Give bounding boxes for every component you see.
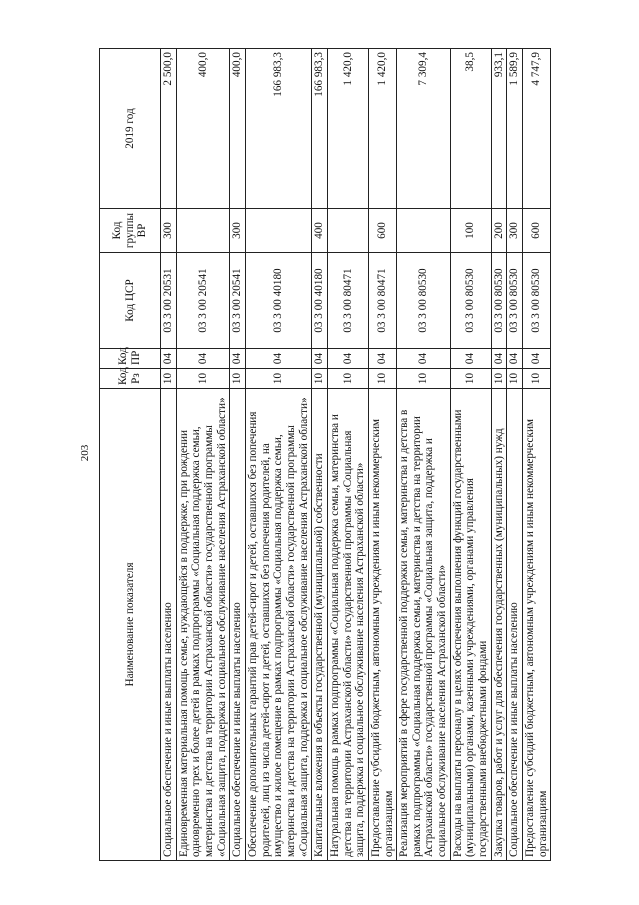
row-rz-cell: 10	[161, 369, 177, 389]
row-csr-cell: 03 3 00 80530	[507, 253, 523, 349]
row-vr-cell: 600	[523, 209, 551, 253]
row-rz-cell: 10	[327, 369, 368, 389]
row-csr-cell: 03 3 00 20541	[230, 253, 246, 349]
header-pr: Код ПР	[100, 349, 161, 369]
row-value-cell: 166 983,3	[245, 49, 311, 209]
row-rz-cell: 10	[245, 369, 311, 389]
row-name-cell: Социальное обеспечение и иные выплаты населению	[230, 389, 246, 861]
row-csr-cell: 03 3 00 80530	[523, 253, 551, 349]
row-vr-cell: 200	[491, 209, 507, 253]
row-value-cell: 1 420,0	[368, 49, 396, 209]
row-vr-cell: 300	[161, 209, 177, 253]
header-year: 2019 год	[100, 49, 161, 209]
row-pr-cell: 04	[245, 349, 311, 369]
row-vr-cell	[327, 209, 368, 253]
row-vr-cell: 300	[507, 209, 523, 253]
row-value-cell: 2 500,0	[161, 49, 177, 209]
table-row	[161, 49, 177, 861]
row-rz-cell: 10	[450, 369, 491, 389]
row-pr-cell: 04	[523, 349, 551, 369]
row-value-cell: 1 420,0	[327, 49, 368, 209]
table-row	[507, 49, 523, 861]
row-csr-cell: 03 3 00 80530	[491, 253, 507, 349]
table-row	[176, 49, 230, 861]
row-csr-cell: 03 3 00 20531	[161, 253, 177, 349]
row-pr-cell: 04	[312, 349, 328, 369]
row-vr-cell: 400	[312, 209, 328, 253]
row-csr-cell: 03 3 00 40180	[312, 253, 328, 349]
row-rz-cell: 10	[397, 369, 451, 389]
row-name-cell: Натуральная помощь в рамках подпрограммы «Социальная поддержка семьи, материнства и детства на территории Астраханской области» государственной программы «Социальная защита, поддержка и социальное обслуживание населения Астраханской области»	[327, 389, 368, 861]
row-name-cell: Обеспечение дополнительных гарантий прав детей-сирот и детей, оставшихся без попечения родителей, лиц из числа детей-сирот и детей, оставшихся без попечения родителей, на имущество и жилое помещение в рамках подпрограммы «Социальная поддержка семьи, материнства и детства на территории Астраханской области» государственной программы «Социальная защита, поддержка и социальное обслуживание населения Астраханской области»	[245, 389, 311, 861]
row-csr-cell: 03 3 00 80530	[397, 253, 451, 349]
row-pr-cell: 04	[450, 349, 491, 369]
row-value-cell: 7 309,4	[397, 49, 451, 209]
row-value-cell: 400,0	[230, 49, 246, 209]
table-row	[312, 49, 328, 861]
header-vr: Код группы ВР	[100, 209, 161, 253]
row-value-cell: 400,0	[176, 49, 230, 209]
row-value-cell: 166 983,3	[312, 49, 328, 209]
table-row	[368, 49, 396, 861]
row-pr-cell: 04	[491, 349, 507, 369]
table-row	[523, 49, 551, 861]
row-pr-cell: 04	[230, 349, 246, 369]
row-name-cell: Закупка товаров, работ и услуг для обеспечения государственных (муниципальных) нужд	[491, 389, 507, 861]
table-row	[245, 49, 311, 861]
row-rz-cell: 10	[507, 369, 523, 389]
row-vr-cell	[397, 209, 451, 253]
row-name-cell: Реализация мероприятий в сфере государственной поддержки семьи, материнства и детства в рамках подпрограммы «Социальная поддержка семьи, материнства и детства на территории Астраханской области» государственной программы «Социальная защита, поддержка и социальное обслуживание населения Астраханской области»	[397, 389, 451, 861]
row-name-cell: Социальное обеспечение и иные выплаты населению	[161, 389, 177, 861]
row-rz-cell: 10	[176, 369, 230, 389]
table-row	[230, 49, 246, 861]
row-vr-cell	[245, 209, 311, 253]
row-vr-cell: 100	[450, 209, 491, 253]
row-csr-cell: 03 3 00 80471	[368, 253, 396, 349]
row-value-cell: 933,1	[491, 49, 507, 209]
table-body	[161, 49, 551, 861]
row-value-cell: 1 589,9	[507, 49, 523, 209]
table-row	[327, 49, 368, 861]
row-rz-cell: 10	[230, 369, 246, 389]
row-rz-cell: 10	[312, 369, 328, 389]
row-name-cell: Социальное обеспечение и иные выплаты населению	[507, 389, 523, 861]
row-csr-cell: 03 3 00 20541	[176, 253, 230, 349]
row-value-cell: 4 747,9	[523, 49, 551, 209]
row-rz-cell: 10	[491, 369, 507, 389]
row-pr-cell: 04	[397, 349, 451, 369]
row-rz-cell: 10	[368, 369, 396, 389]
row-pr-cell: 04	[161, 349, 177, 369]
row-pr-cell: 04	[327, 349, 368, 369]
row-csr-cell: 03 3 00 40180	[245, 253, 311, 349]
budget-table	[99, 48, 551, 861]
row-pr-cell: 04	[507, 349, 523, 369]
row-csr-cell: 03 3 00 80471	[327, 253, 368, 349]
row-pr-cell: 04	[368, 349, 396, 369]
table-header-row	[100, 49, 161, 861]
table-row	[450, 49, 491, 861]
row-csr-cell: 03 3 00 80530	[450, 253, 491, 349]
table-row	[397, 49, 451, 861]
row-name-cell: Предоставление субсидий бюджетным, автономным учреждениям и иным некоммерческим организациям	[523, 389, 551, 861]
header-csr: Код ЦСР	[100, 253, 161, 349]
row-rz-cell: 10	[523, 369, 551, 389]
row-name-cell: Единовременная материальная помощь семье, нуждающейся в поддержке, при рождении одновременно трех и более детей в рамках подпрограммы «Социальная поддержка семьи, материнства и детства на территории Астраханской области» государственной программы «Социальная защита, поддержка и социальное обслуживание населения Астраханской области»	[176, 389, 230, 861]
row-vr-cell: 300	[230, 209, 246, 253]
header-rz: Код Рз	[100, 369, 161, 389]
row-name-cell: Расходы на выплаты персоналу в целях обеспечения выполнения функций государственными (муниципальными) органами, казенными учреждениями, органами управления государственными внебюджетными фондами	[450, 389, 491, 861]
row-name-cell: Предоставление субсидий бюджетным, автономным учреждениям и иным некоммерческим организациям	[368, 389, 396, 861]
row-vr-cell: 600	[368, 209, 396, 253]
row-value-cell: 38,5	[450, 49, 491, 209]
header-name: Наименование показателя	[100, 389, 161, 861]
table-row	[491, 49, 507, 861]
row-name-cell: Капитальные вложения в объекты государственной (муниципальной) собственности	[312, 389, 328, 861]
page-number: 203	[79, 444, 91, 462]
row-vr-cell	[176, 209, 230, 253]
row-pr-cell: 04	[176, 349, 230, 369]
